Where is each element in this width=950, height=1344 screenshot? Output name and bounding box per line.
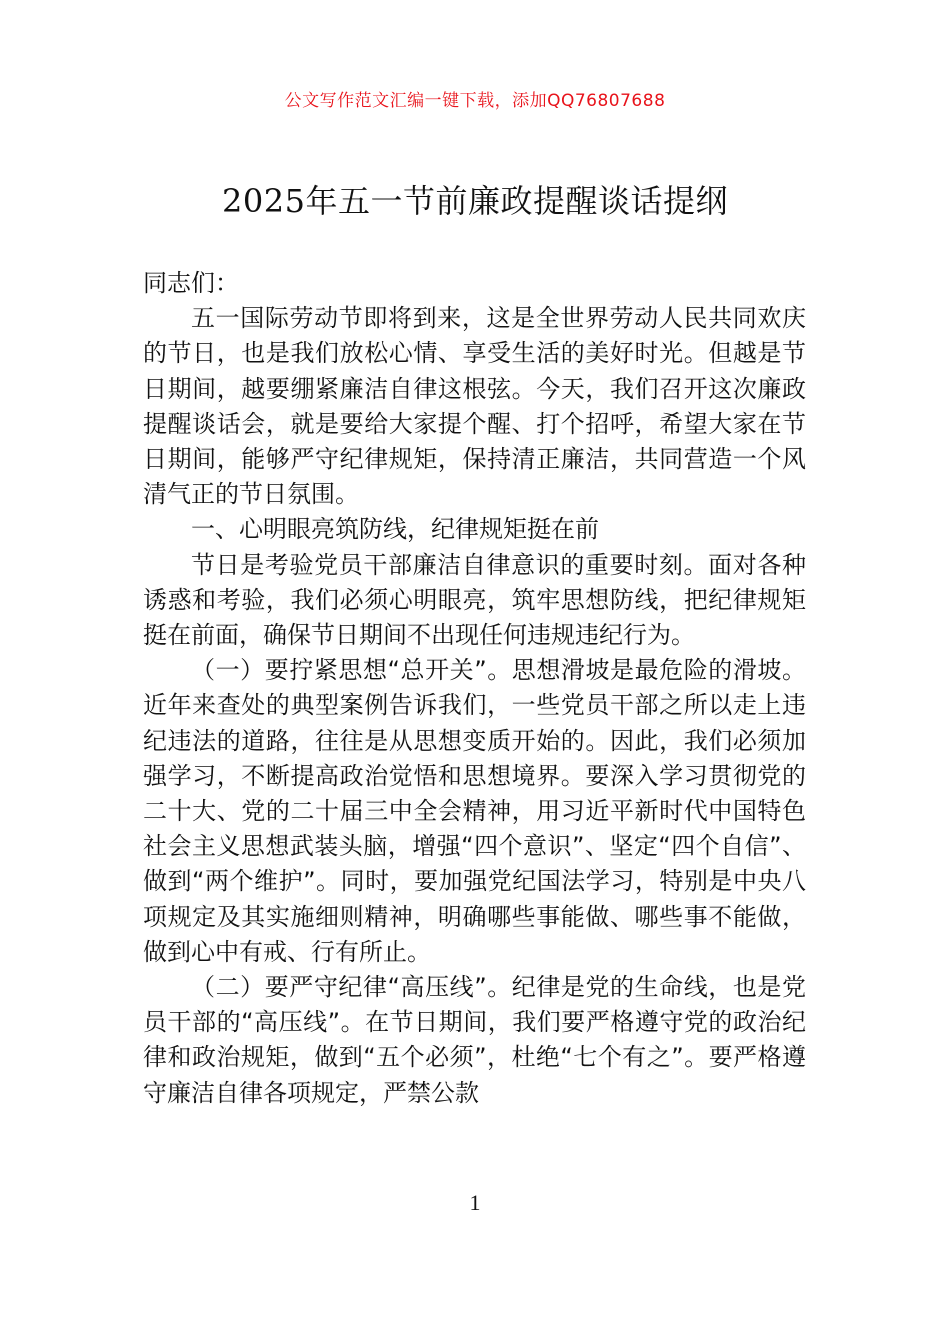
document-title: 2025年五一节前廉政提醒谈话提纲 xyxy=(222,182,728,220)
salutation: 同志们： xyxy=(143,269,239,297)
document-body xyxy=(143,266,806,1111)
promo-banner[interactable]: 公文写作范文汇编一键下载，添加QQ76807688 xyxy=(284,91,666,111)
section-heading-1: 一、心明眼亮筑防线，纪律规矩挺在前 xyxy=(191,515,599,544)
page-number: 1 xyxy=(469,1190,481,1215)
intro-paragraph: 五一国际劳动节即将到来，这是全世界劳动人民共同欢庆的节日，也是我们放松心情、享受生活的美好时光。但越是节日期间，越要绷紧廉洁自律这根弦。今天，我们召开这次廉政提醒谈话会，就是要给大家提个醒、打个招呼，希望大家在节日期间，能够严守纪律规矩，保持清正廉洁，共同营造一个风清气正的节日氛围。 xyxy=(143,304,806,509)
section-1-paragraph: 节日是考验党员干部廉洁自律意识的重要时刻。面对各种诱惑和考验，我们必须心明眼亮，筑牢思想防线，把纪律规矩挺在前面，确保节日期间不出现任何违规违纪行为。 xyxy=(143,550,806,650)
subsection-1-paragraph: （一）要拧紧思想“总开关”。思想滑坡是最危险的滑坡。近年来查处的典型案例告诉我们，一些党员干部之所以走上违纪违法的道路，往往是从思想变质开始的。因此，我们必须加强学习，不断提高政治觉悟和思想境界。要深入学习贯彻党的二十大、党的二十届三中全会精神，用习近平新时代中国特色社会主义思想武装头脑，增强“四个意识”、坚定“四个自信”、做到“两个维护”。同时，要加强党纪国法学习，特别是中央八项规定及其实施细则精神，明确哪些事能做、哪些事不能做，做到心中有戒、行有所止。 xyxy=(143,656,806,966)
subsection-2-paragraph: （二）要严守纪律“高压线”。纪律是党的生命线，也是党员干部的“高压线”。在节日期间，我们要严格遵守党的政治纪律和政治规矩，做到“五个必须”，杜绝“七个有之”。要严格遵守廉洁自律各项规定，严禁公款 xyxy=(143,973,806,1107)
